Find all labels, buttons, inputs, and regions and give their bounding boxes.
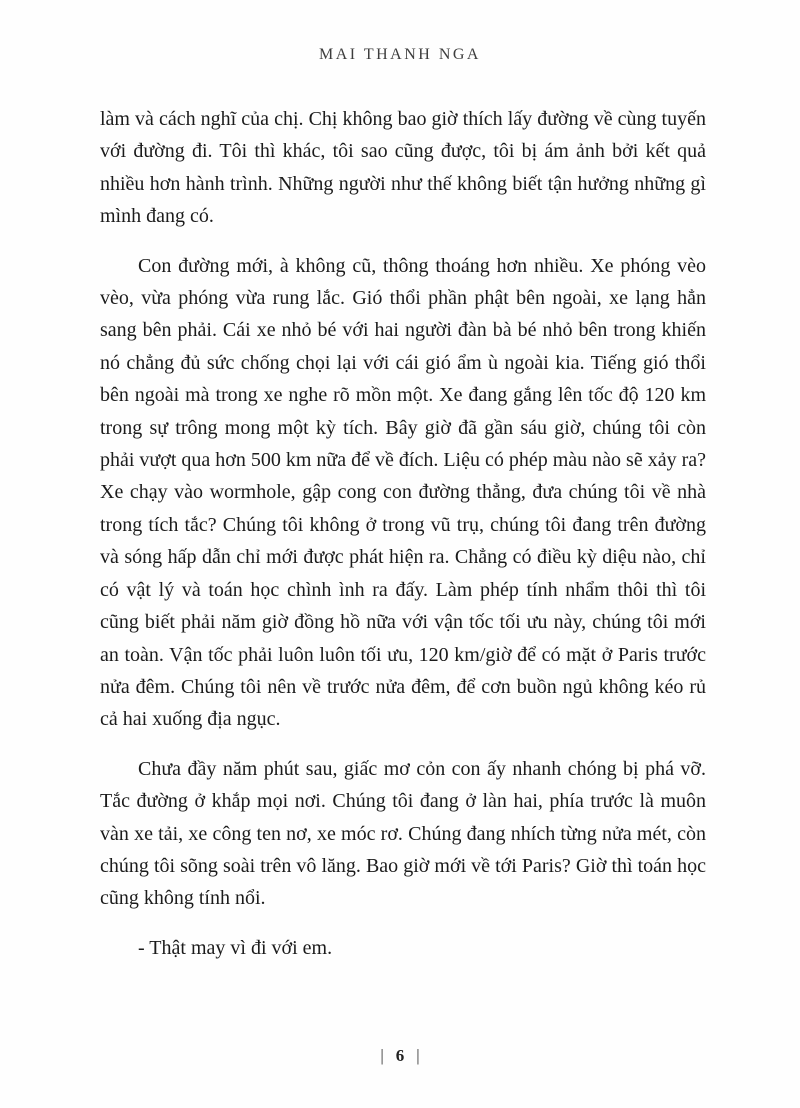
paragraph: - Thật may vì đi với em. xyxy=(138,936,333,959)
paragraph: Con đường mới, à không cũ, thông thoáng hơn nhiều. Xe phóng vèo vèo, vừa phóng vừa rung lắc. Gió thổi phần phật bên ngoài, xe lạng hẳn sang bên phải. Cái xe nhỏ bé với hai người đàn bà bé nhỏ bên trong khiến nó chẳng đủ sức chống chọi lại với cái gió ẩm ù ngoài kia. Tiếng gió thổi bên ngoài mà trong xe nghe rõ mồn một. Xe đang gắng lên tốc độ 120 km trong sự trông mong một kỳ tích. Bây giờ đã gần sáu giờ, chúng tôi còn phải vượt qua hơn 500 km nữa để về đích. Liệu có phép màu nào sẽ xảy ra? Xe chạy vào wormhole, gập cong con đường thẳng, đưa chúng tôi về nhà trong tích tắc? Chúng tôi không ở trong vũ trụ, chúng tôi đang trên đường và sóng hấp dẫn chỉ mới được phát hiện ra. Chẳng có điều kỳ diệu nào, chỉ có vật lý và toán học chình ình ra đấy. Làm phép tính nhẩm thôi thì tôi cũng biết phải năm giờ đồng hồ nữa với vận tốc tối ưu này, chúng tôi mới an toàn. Vận tốc phải luôn luôn tối ưu, 120 km/giờ để có mặt ở Paris trước nửa đêm. Chúng tôi nên về trước nửa đêm, để cơn buồn ngủ không kéo rủ cả hai xuống địa ngục. xyxy=(100,254,706,731)
page-number xyxy=(0,1046,800,1066)
running-header: MAI THANH NGA xyxy=(319,46,481,63)
paragraph: Chưa đầy năm phút sau, giấc mơ cỏn con ấy nhanh chóng bị phá vỡ. Tắc đường ở khắp mọi nơi. Chúng tôi đang ở làn hai, phía trước là muôn vàn xe tải, xe công ten nơ, xe móc rơ. Chúng đang nhích từng nửa mét, còn chúng tôi sõng soài trên vô lăng. Bao giờ mới về tới Paris? Giờ thì toán học cũng không tính nổi. xyxy=(100,757,706,910)
paragraph: làm và cách nghĩ của chị. Chị không bao giờ thích lấy đường về cùng tuyến với đường đi. Tôi thì khác, tôi sao cũng được, tôi bị ám ảnh bởi kết quả nhiều hơn hành trình. Những người như thế không biết tận hưởng những gì mình đang có. xyxy=(100,108,706,228)
page-body xyxy=(100,103,706,964)
folio-number: 6 xyxy=(395,1046,405,1065)
folio-right-bar: | xyxy=(416,1046,420,1065)
folio-left-bar: | xyxy=(380,1046,384,1065)
